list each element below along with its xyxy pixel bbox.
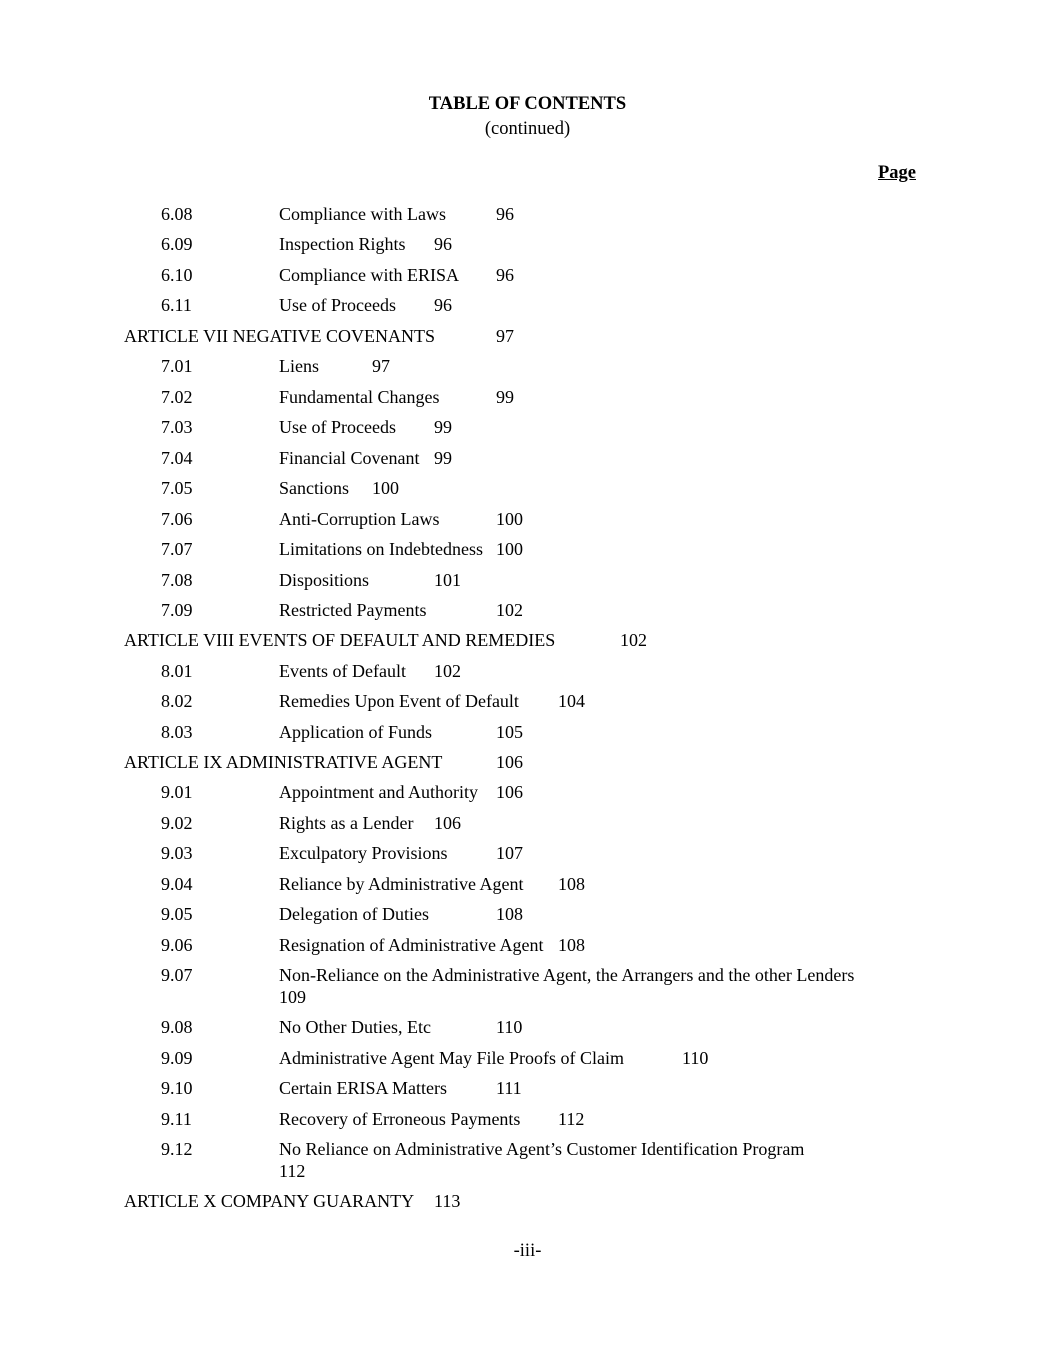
section-title: Compliance with Laws <box>279 204 446 224</box>
section-title: Non-Reliance on the Administrative Agent, the Arrangers and the other Lenders <box>279 965 855 985</box>
page-number: 112 <box>279 1161 306 1181</box>
section-number: 9.10 <box>161 1078 193 1098</box>
page-number: 97 <box>496 326 514 346</box>
section-title: Financial Covenant <box>279 448 420 468</box>
section-number: 7.01 <box>161 356 193 376</box>
section-number: 7.06 <box>161 509 193 529</box>
section-number: 6.10 <box>161 265 193 285</box>
page-number: 105 <box>496 722 523 742</box>
page-number: 108 <box>558 935 585 955</box>
section-number: 8.03 <box>161 722 193 742</box>
section-title: Inspection Rights <box>279 234 406 254</box>
page-number: 110 <box>682 1048 709 1068</box>
section-title: Remedies Upon Event of Default <box>279 691 519 711</box>
page-number: 102 <box>620 630 647 650</box>
article-title: ARTICLE X COMPANY GUARANTY <box>124 1191 415 1211</box>
article-title: ARTICLE IX ADMINISTRATIVE AGENT <box>124 752 443 772</box>
page-number: 109 <box>279 987 306 1007</box>
page-number: 102 <box>434 661 461 681</box>
section-number: 9.03 <box>161 843 193 863</box>
page-number: 102 <box>496 600 523 620</box>
section-title: Sanctions <box>279 478 349 498</box>
section-number: 7.03 <box>161 417 193 437</box>
page-number: 99 <box>496 387 514 407</box>
section-number: 9.11 <box>161 1109 192 1129</box>
section-title: Use of Proceeds <box>279 417 396 437</box>
page-number: 106 <box>434 813 461 833</box>
page-number: 111 <box>496 1078 522 1098</box>
section-title: Administrative Agent May File Proofs of Claim <box>279 1048 624 1068</box>
page-number: 106 <box>496 752 523 772</box>
page-number: 100 <box>372 478 399 498</box>
section-number: 9.08 <box>161 1017 193 1037</box>
toc-title: TABLE OF CONTENTS <box>428 94 627 114</box>
section-title: Fundamental Changes <box>279 387 440 407</box>
section-number: 9.04 <box>161 874 193 894</box>
section-title: Recovery of Erroneous Payments <box>279 1109 521 1129</box>
section-title: Certain ERISA Matters <box>279 1078 447 1098</box>
section-title: Dispositions <box>279 570 370 590</box>
page-number: 107 <box>496 843 523 863</box>
section-title: Use of Proceeds <box>279 295 396 315</box>
section-number: 7.07 <box>161 539 193 559</box>
section-number: 7.04 <box>161 448 193 468</box>
page-number: 99 <box>434 417 452 437</box>
section-number: 9.01 <box>161 782 193 802</box>
section-title: Delegation of Duties <box>279 904 429 924</box>
page-number: 97 <box>372 356 390 376</box>
section-title: Reliance by Administrative Agent <box>279 874 524 894</box>
section-number: 9.06 <box>161 935 193 955</box>
section-title: Appointment and Authority <box>279 782 478 802</box>
section-title: Limitations on Indebtedness <box>279 539 483 559</box>
section-number: 6.11 <box>161 295 192 315</box>
page-number: 96 <box>496 265 514 285</box>
section-title: Rights as a Lender <box>279 813 414 833</box>
page-number: 96 <box>496 204 514 224</box>
page-number: 113 <box>434 1191 461 1211</box>
section-number: 7.08 <box>161 570 193 590</box>
section-number: 8.02 <box>161 691 193 711</box>
toc-subtitle: (continued) <box>484 119 571 139</box>
section-title: Events of Default <box>279 661 406 681</box>
section-number: 9.05 <box>161 904 193 924</box>
section-number: 7.05 <box>161 478 193 498</box>
section-title: Liens <box>279 356 319 376</box>
page-number: 110 <box>496 1017 523 1037</box>
page-number: 99 <box>434 448 452 468</box>
section-number: 9.12 <box>161 1139 193 1159</box>
page-footer-number: -iii- <box>513 1241 542 1261</box>
page-number: 104 <box>558 691 585 711</box>
page-number: 108 <box>558 874 585 894</box>
section-title: Application of Funds <box>279 722 432 742</box>
article-title: ARTICLE VII NEGATIVE COVENANTS <box>124 326 436 346</box>
section-title: Resignation of Administrative Agent <box>279 935 544 955</box>
section-title: Anti-Corruption Laws <box>279 509 440 529</box>
section-number: 6.08 <box>161 204 193 224</box>
page-number: 96 <box>434 234 452 254</box>
section-number: 8.01 <box>161 661 193 681</box>
section-number: 9.02 <box>161 813 193 833</box>
page-column-header: Page <box>878 163 917 183</box>
page-number: 108 <box>496 904 523 924</box>
section-title: Exculpatory Provisions <box>279 843 448 863</box>
page-number: 112 <box>558 1109 585 1129</box>
section-number: 7.02 <box>161 387 193 407</box>
page-number: 100 <box>496 539 523 559</box>
page-number: 96 <box>434 295 452 315</box>
section-title: No Reliance on Administrative Agent’s Customer Identification Program <box>279 1139 805 1159</box>
section-title: Compliance with ERISA <box>279 265 459 285</box>
page-number: 100 <box>496 509 523 529</box>
section-title: No Other Duties, Etc <box>279 1017 431 1037</box>
article-title: ARTICLE VIII EVENTS OF DEFAULT AND REMEDIES <box>124 630 556 650</box>
section-number: 6.09 <box>161 234 193 254</box>
page-number: 101 <box>434 570 461 590</box>
page-number: 106 <box>496 782 523 802</box>
section-number: 9.09 <box>161 1048 193 1068</box>
section-title: Restricted Payments <box>279 600 427 620</box>
section-number: 7.09 <box>161 600 193 620</box>
section-number: 9.07 <box>161 965 193 985</box>
